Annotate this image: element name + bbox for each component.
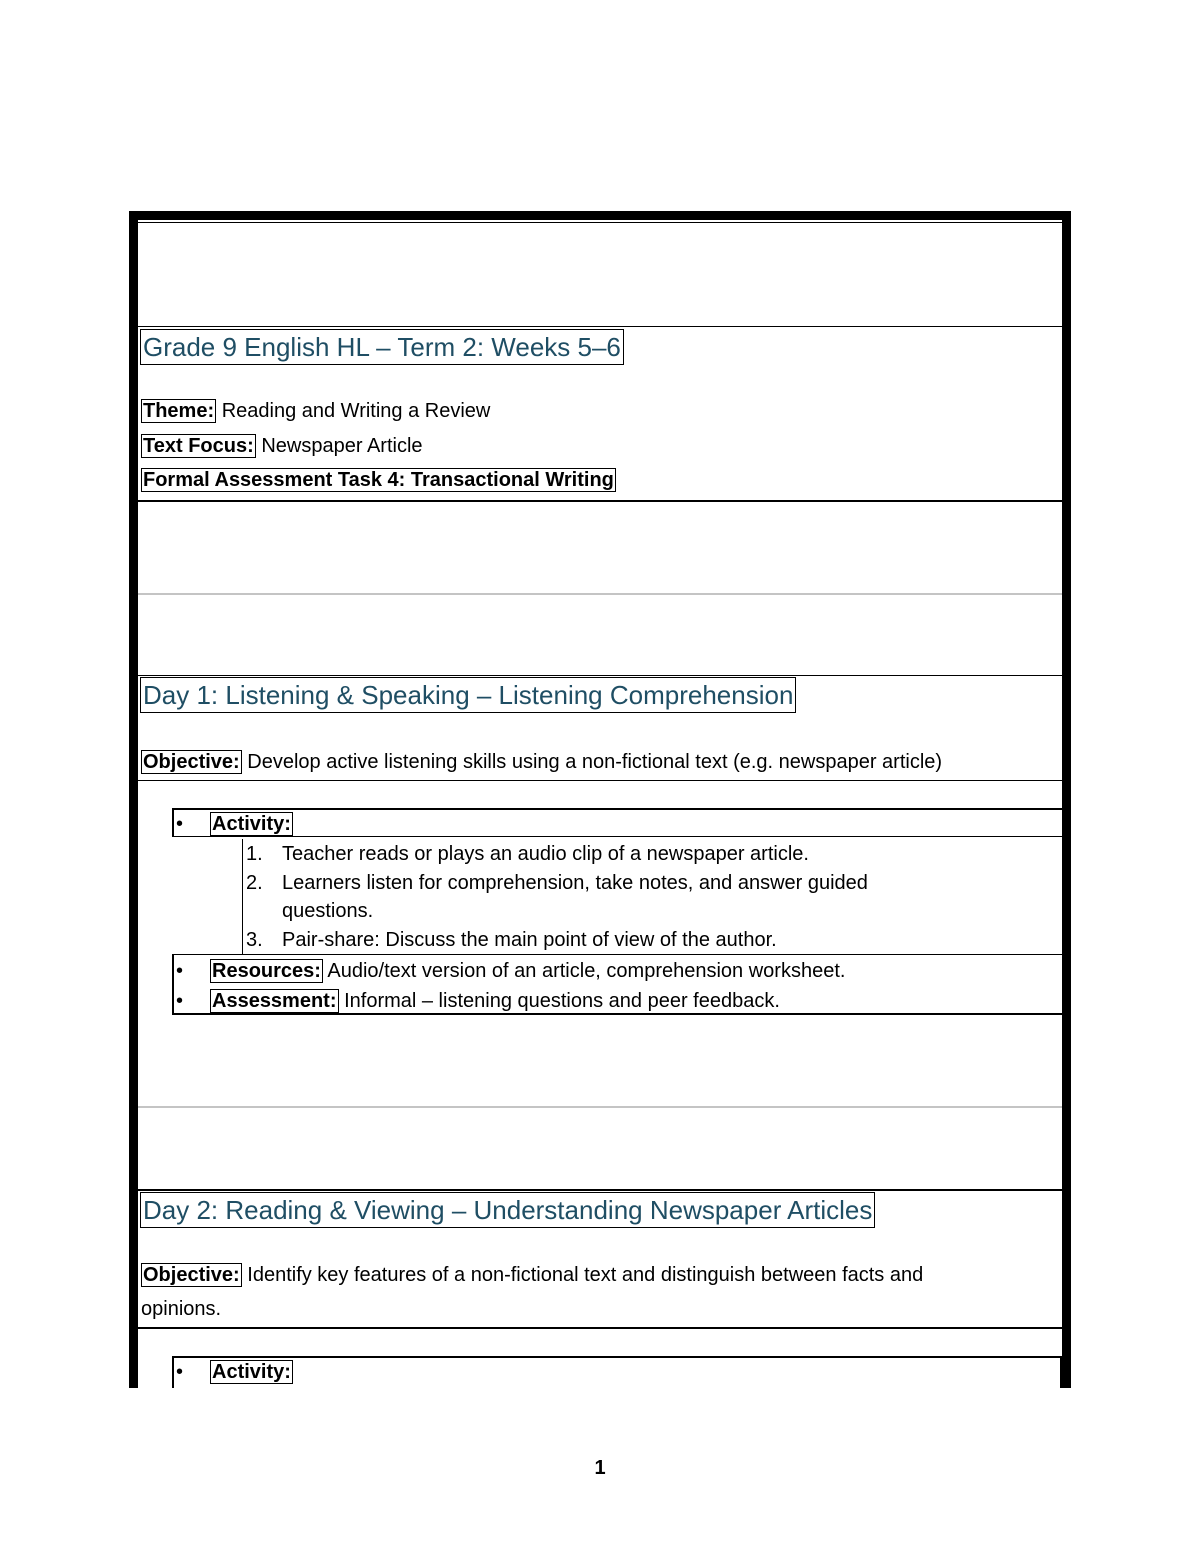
formal-assessment-label: Formal Assessment Task 4: Transactional Writing — [143, 469, 614, 491]
day2-title: Day 2: Reading & Viewing – Understanding Newspaper Articles — [140, 1192, 875, 1228]
day2-objective-line — [141, 1262, 923, 1288]
day1-objective-line — [141, 749, 942, 775]
day1-objective-label: Objective: — [143, 751, 240, 773]
day1-resources-value: Audio/text version of an article, comprehension worksheet. — [327, 960, 846, 982]
steps-rule — [242, 839, 243, 954]
step-text: Pair-share: Discuss the main point of view of the author. — [282, 929, 777, 951]
day2-objective-continued: opinions. — [141, 1298, 222, 1320]
divider — [138, 1189, 1062, 1191]
day1-objective-value: Develop active listening skills using a non-fictional text (e.g. newspaper article) — [247, 751, 943, 773]
day1-activity-label: Activity: — [212, 813, 291, 835]
day1-assessment-label: Assessment: — [212, 990, 337, 1012]
divider — [138, 222, 1062, 223]
page-number: 1 — [594, 1457, 606, 1479]
divider — [138, 1106, 1062, 1108]
theme-value: Reading and Writing a Review — [221, 400, 491, 422]
bullet-icon: • — [176, 990, 184, 1012]
day2-activity-label: Activity: — [212, 1361, 291, 1383]
day2-activity-line — [210, 1358, 293, 1386]
divider — [138, 780, 1062, 781]
step-number: 1. — [246, 843, 263, 865]
page-title: Grade 9 English HL – Term 2: Weeks 5–6 — [140, 329, 624, 365]
day2-objective-label: Objective: — [143, 1264, 240, 1286]
bullet-icon: • — [176, 1361, 184, 1383]
text-focus-label: Text Focus: — [143, 435, 254, 457]
divider — [138, 500, 1062, 502]
text-focus-value: Newspaper Article — [261, 435, 423, 457]
formal-assessment-line — [141, 467, 616, 493]
bullet-icon: • — [176, 813, 184, 835]
theme-line — [141, 398, 490, 424]
day1-assessment-value: Informal – listening questions and peer feedback. — [344, 990, 780, 1012]
step-text: Teacher reads or plays an audio clip of a newspaper article. — [282, 843, 809, 865]
day1-title: Day 1: Listening & Speaking – Listening Comprehension — [140, 677, 796, 713]
divider — [138, 593, 1062, 595]
divider — [138, 326, 1062, 327]
day1-resources-line — [210, 957, 845, 985]
day1-assessment-line — [210, 987, 780, 1015]
day1-activity-line — [210, 810, 293, 838]
step-number: 3. — [246, 929, 263, 951]
step-text: Learners listen for comprehension, take notes, and answer guided — [282, 872, 868, 894]
divider — [138, 1327, 1062, 1329]
text-focus-line — [141, 433, 423, 459]
step-text-continued: questions. — [282, 900, 374, 922]
divider — [138, 675, 1062, 676]
day2-activity-row — [172, 1356, 1062, 1388]
day1-activity-row — [172, 808, 1062, 837]
step-number: 2. — [246, 872, 263, 894]
day1-resources-label: Resources: — [212, 960, 321, 982]
day2-objective-value: Identify key features of a non-fictional text and distinguish between facts and — [247, 1264, 924, 1286]
bullet-icon: • — [176, 960, 184, 982]
theme-label: Theme: — [143, 400, 215, 422]
